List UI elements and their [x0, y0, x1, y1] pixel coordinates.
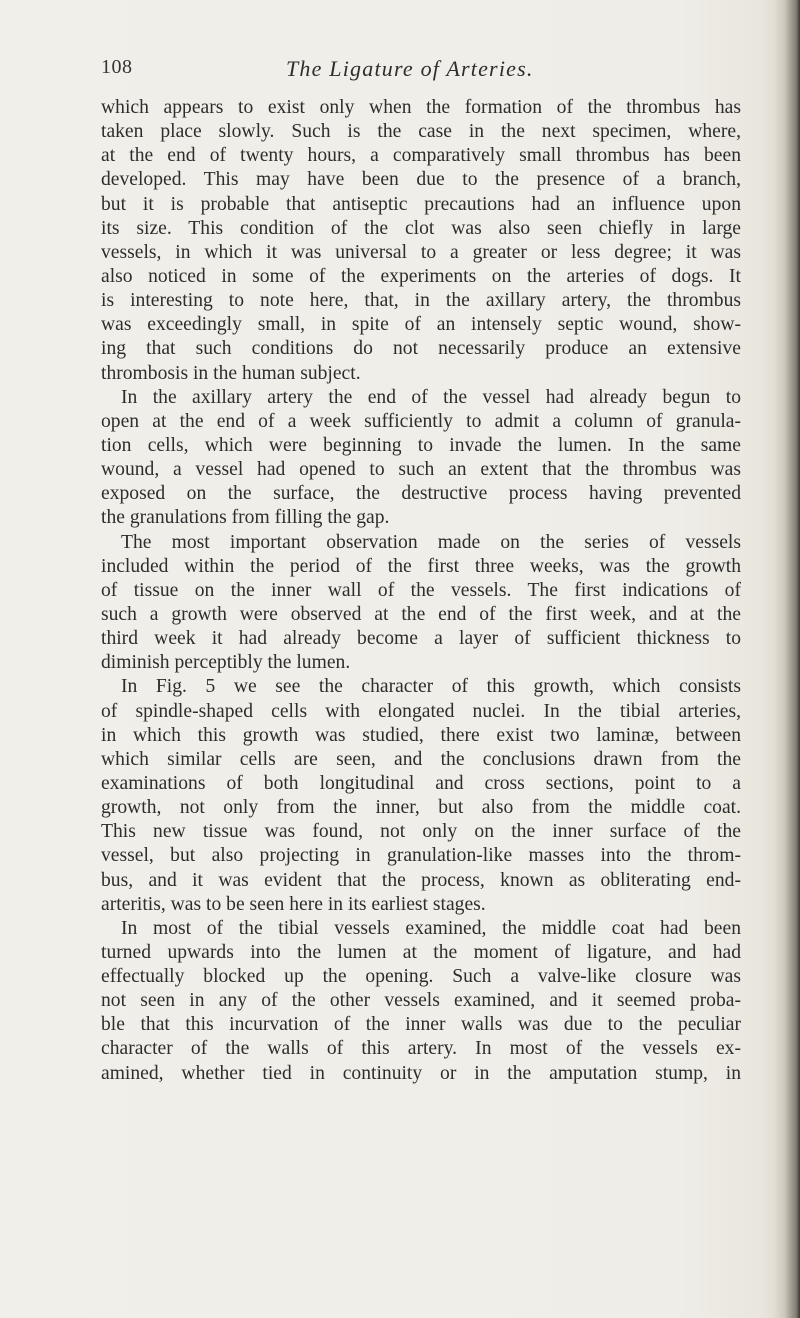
text-line: taken place slowly. Such is the case in the next specimen, where, [101, 121, 741, 143]
page-edge-shadow [774, 0, 800, 1318]
text-line: character of the walls of this artery. In most of the vessels ex- [101, 1038, 741, 1060]
text-line: In the axillary artery the end of the vessel had already begun to [121, 386, 741, 408]
text-line: turned upwards into the lumen at the moment of ligature, and had [101, 941, 741, 963]
running-title: The Ligature of Arteries. [286, 56, 534, 81]
text-line: open at the end of a week sufficiently to admit a column of granula- [101, 410, 741, 432]
text-line: arteritis, was to be seen here in its earliest stages. [101, 893, 486, 915]
text-line: vessels, in which it was universal to a greater or less degree; it was [101, 241, 741, 263]
text-line: at the end of twenty hours, a comparatively small thrombus has been [101, 145, 741, 167]
text-line: its size. This condition of the clot was also seen chiefly in large [101, 217, 741, 239]
text-line: wound, a vessel had opened to such an extent that the thrombus was [101, 459, 741, 481]
text-line: tion cells, which were beginning to invade the lumen. In the same [101, 434, 741, 456]
text-line: developed. This may have been due to the presence of a branch, [101, 169, 741, 191]
text-line: amined, whether tied in continuity or in the amputation stump, in [101, 1062, 741, 1084]
text-line: In most of the tibial vessels examined, the middle coat had been [121, 917, 741, 939]
text-line: of spindle-shaped cells with elongated nuclei. In the tibial arteries, [101, 700, 741, 722]
text-line: ble that this incurvation of the inner walls was due to the peculiar [101, 1014, 741, 1036]
text-line: not seen in any of the other vessels examined, and it seemed proba- [101, 990, 741, 1012]
text-line: bus, and it was evident that the process, known as obliterating end- [101, 869, 741, 891]
text-line: This new tissue was found, not only on the inner surface of the [101, 821, 741, 843]
text-line: thrombosis in the human subject. [101, 362, 361, 384]
text-line: which appears to exist only when the formation of the thrombus has [101, 97, 741, 118]
text-line: which similar cells are seen, and the conclusions drawn from the [101, 748, 741, 770]
text-line: diminish perceptibly the lumen. [101, 652, 351, 674]
text-line: The most important observation made on the series of vessels [121, 531, 741, 553]
text-line: also noticed in some of the experiments on the arteries of dogs. It [101, 265, 741, 287]
text-line: third week it had already become a layer of sufficient thickness to [101, 628, 741, 650]
text-line: examinations of both longitudinal and cross sections, point to a [101, 772, 741, 794]
text-line: included within the period of the first three weeks, was the growth [101, 555, 741, 577]
text-line: ing that such conditions do not necessarily produce an extensive [101, 338, 741, 360]
text-line: of tissue on the inner wall of the vessels. The first indications of [101, 579, 741, 601]
text-line: such a growth were observed at the end of the first week, and at the [101, 603, 741, 625]
text-line: in which this growth was studied, there exist two laminæ, between [101, 724, 741, 746]
text-line: was exceedingly small, in spite of an intensely septic wound, show- [101, 314, 741, 336]
text-line: but it is probable that antiseptic precautions had an influence upon [101, 193, 741, 215]
running-head [101, 56, 741, 88]
text-line: is interesting to note here, that, in the axillary artery, the thrombus [101, 290, 741, 312]
text-line: exposed on the surface, the destructive process having prevented [101, 483, 741, 505]
page-number: 108 [101, 56, 133, 78]
text-line: vessel, but also projecting in granulation-like masses into the throm- [101, 845, 741, 867]
body-text [101, 96, 741, 1086]
text-line: growth, not only from the inner, but also from the middle coat. [101, 797, 741, 819]
text-line: In Fig. 5 we see the character of this growth, which consists [121, 676, 741, 698]
text-line: the granulations from filling the gap. [101, 507, 390, 529]
text-line: effectually blocked up the opening. Such a valve-like closure was [101, 966, 741, 988]
